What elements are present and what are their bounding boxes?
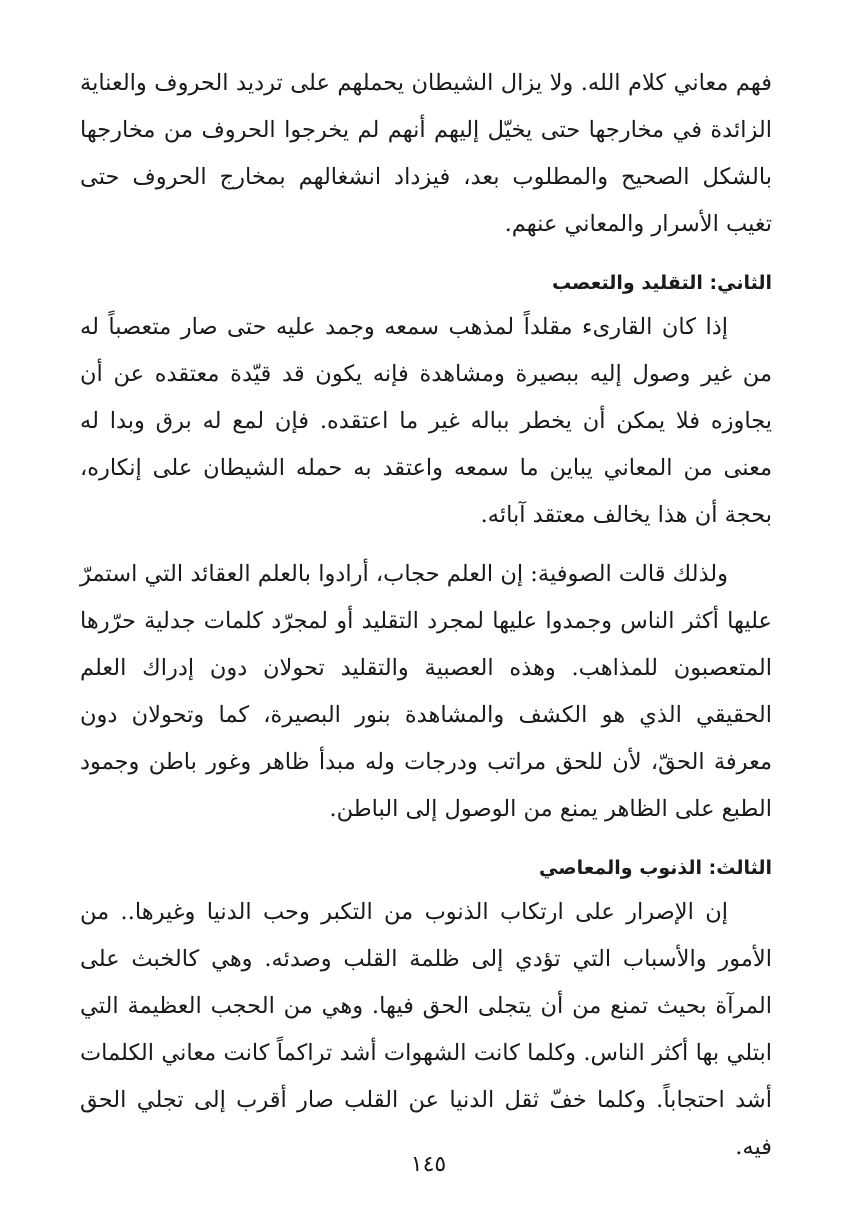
intro-paragraph: فهم معاني كلام الله. ولا يزال الشيطان يحملهم على ترديد الحروف والعناية الزائدة في مخارجها حتى يخيّل إليهم أنهم لم يخرجوا الحروف من مخارجها بالشكل الصحيح والمطلوب بعد، فيزداد انشغالهم بمخارج الحروف حتى تغيب الأسرار والمعاني عنهم. — [80, 70, 772, 237]
section-heading-third: الثالث: الذنوب والمعاصي — [538, 857, 772, 879]
paragraph-second-1: إذا كان القارىء مقلداً لمذهب سمعه وجمد عليه حتى صار متعصباً له من غير وصول إليه ببصيرة ومشاهدة فإنه يكون قد قيّدة معتقده عن أن يجاوزه فلا يمكن أن يخطر بباله غير ما اعتقده. فإن لمع له برق وبدا له معنى من المعاني يباين ما سمعه واعتقد به حمله الشيطان على إنكاره، بحجة أن هذا يخالف معتقد آبائه. — [80, 314, 772, 528]
paragraph-third-1: إن الإصرار على ارتكاب الذنوب من التكبر وحب الدنيا وغيرها.. من الأمور والأسباب التي تؤدي إلى ظلمة القلب وصدئه. وهي كالخبث على المرآة بحيث تمنع من أن يتجلى الحق فيها. وهي من الحجب العظيمة التي ابتلي بها أكثر الناس. وكلما كانت الشهوات أشد تراكماً كانت معاني الكلمات أشد احتجاباً. وكلما خفّ ثقل الدنيا عن القلب صار أقرب إلى تجلي الحق فيه. — [80, 899, 772, 1160]
paragraph-gap — [80, 539, 772, 551]
page-number: ١٤٥ — [410, 1152, 447, 1177]
paragraph-second-2: ولذلك قالت الصوفية: إن العلم حجاب، أرادوا بالعلم العقائد التي استمرّ عليها أكثر الناس وجمدوا عليها لمجرد التقليد أو لمجرّد كلمات جدلية حرّرها المتعصبون للمذاهب. وهذه العصبية والتقليد تحولان دون إدراك العلم الحقيقي الذي هو الكشف والمشاهدة بنور البصيرة، كما وتحولان دون معرفة الحقّ، لأن للحق مراتب ودرجات وله مبدأ ظاهر وغور باطن وجمود الطبع على الظاهر يمنع من الوصول إلى الباطن. — [80, 561, 772, 822]
document-page — [80, 60, 772, 1179]
section-heading-second: الثاني: التقليد والتعصب — [551, 272, 772, 294]
